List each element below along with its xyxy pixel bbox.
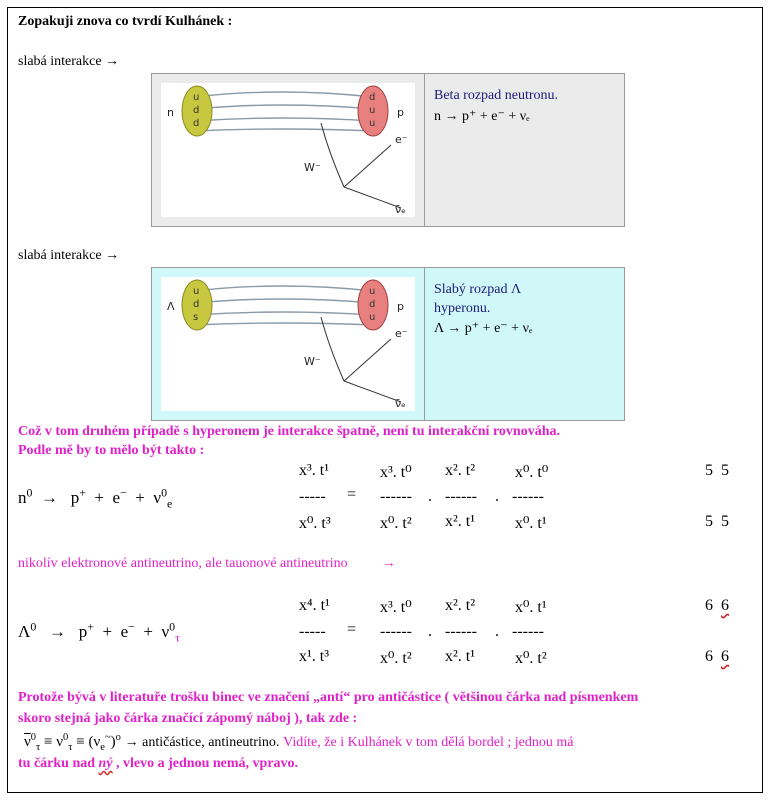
- quark2-5: d: [369, 299, 376, 310]
- eq2-num-3: x². t²: [445, 597, 476, 614]
- electron-label-2: e⁻: [395, 327, 408, 340]
- eq1-dash-2: ------: [380, 488, 412, 505]
- eq1-dot-2: .: [495, 488, 499, 505]
- eq1-den-3: x². t¹: [445, 513, 476, 530]
- lambda-decay-formula: Λ → p⁺ + e⁻ + νₑ: [434, 321, 533, 336]
- page-title: Zopakuji znova co tvrdí Kulhánek :: [18, 14, 233, 29]
- eq1-num-1: x³. t¹: [299, 462, 330, 479]
- paragraph-3-line-3: $\overline{\nu}^0_\tau \equiv \nu^0_\tau \equiv (\nu_e^\sim)^o$ → antičástice, antineutrino. Vidíte, že i Kulhánek v tom dělá bordel ; jednou má: [24, 732, 574, 753]
- eq1-dot-1: .: [428, 488, 432, 505]
- paragraph-1-line-2: Podle mě by to mělo být takto :: [18, 443, 205, 458]
- eq1-dash-3: ------: [445, 488, 477, 505]
- eq2-num-1: x⁴. t¹: [299, 597, 330, 614]
- diagram2-right-particle: p: [397, 300, 404, 313]
- eq1-equals: =: [347, 486, 357, 503]
- w-boson-label-2: W⁻: [304, 355, 321, 368]
- eq2-count-bottom: 6 6: [705, 648, 729, 665]
- eq1-dash-4: ------: [512, 488, 544, 505]
- eq2-num-4: x⁰. t¹: [515, 599, 547, 616]
- eq1-count-bottom: 5 5: [705, 513, 729, 530]
- diagram-left-particle: n: [167, 106, 174, 119]
- diagram2-left-particle: Λ: [167, 300, 175, 313]
- weak-interaction-label-2: slabá interakce →: [18, 248, 120, 263]
- eq2-dash-3: ------: [445, 623, 477, 640]
- electron-label: e⁻: [395, 133, 408, 146]
- paragraph-3-line-2: skoro stejná jako čárka značící zápomý náboj ), tak zde :: [18, 711, 358, 726]
- eq1-num-2: x³. t⁰: [380, 464, 412, 481]
- paragraph-3-line-4: tu čárku nad ný , vlevo a jednou nemá, vpravo.: [18, 756, 299, 771]
- eq1-dash-1: -----: [299, 488, 326, 505]
- eq1-den-2: x⁰. t²: [380, 515, 412, 532]
- beta-decay-panel: [151, 73, 625, 227]
- quark-5: u: [369, 105, 376, 116]
- w-boson-label: W⁻: [304, 161, 321, 174]
- eq1-num-3: x². t²: [445, 462, 476, 479]
- lambda-decay-heading-1: Slabý rozpad Λ: [434, 282, 522, 297]
- eq2-den-1: x¹. t³: [299, 648, 330, 665]
- weak-interaction-label-1: slabá interakce →: [18, 54, 120, 69]
- quark2-2: d: [193, 299, 200, 310]
- feynman-diagram-neutron: [161, 83, 415, 217]
- paragraph-1-line-1: Což v tom druhém případě s hyperonem je interakce špatně, není tu interakční rovnováha.: [18, 424, 560, 439]
- equation-2-lhs: $\Lambda^0$ → $p^+ + e^- + \nu^0_\tau$: [18, 619, 180, 645]
- eq2-dash-2: ------: [380, 623, 412, 640]
- feynman-diagram-lambda: [161, 277, 415, 411]
- paragraph-2: nikolív elektronové antineutrino, ale tauonové antineutrino →: [18, 556, 396, 571]
- paragraph-3-line-1: Protože bývá v literatuře trošku binec ve značení „antí“ pro antičástice ( většinou čárka nad písmenkem: [18, 690, 639, 705]
- eq2-den-4: x⁰. t²: [515, 650, 547, 667]
- quark-4: d: [369, 92, 376, 103]
- antineutrino-label-2: ν̄ₑ: [395, 397, 406, 410]
- eq2-num-2: x³. t⁰: [380, 599, 412, 616]
- antiparticle-note: → antičástice, antineutrino.: [124, 735, 280, 750]
- feynman-diagram-neutron-svg: [161, 83, 415, 217]
- quark2-3: s: [193, 312, 199, 323]
- eq1-count-top: 5 5: [705, 462, 729, 479]
- eq1-num-4: x⁰. t⁰: [515, 464, 549, 481]
- antineutrino-label: ν̄ₑ: [395, 203, 406, 216]
- eq2-den-3: x². t¹: [445, 648, 476, 665]
- eq2-dot-1: .: [428, 623, 432, 640]
- quark2-6: u: [369, 312, 376, 323]
- beta-decay-formula: n → p⁺ + e⁻ + νₑ: [434, 109, 530, 124]
- quark-6: u: [369, 118, 376, 129]
- eq2-dot-2: .: [495, 623, 499, 640]
- kulhanek-note: Vidíte, že i Kulhánek v tom dělá bordel ; jednou má: [283, 735, 574, 750]
- lambda-decay-panel: [151, 267, 625, 421]
- eq2-dash-4: ------: [512, 623, 544, 640]
- equation-1-lhs: $n^0$ → $p^+ + e^- + \nu^0_e$: [18, 485, 173, 511]
- quark-1: u: [193, 92, 200, 103]
- eq2-count-top: 6 6: [705, 597, 729, 614]
- feynman-diagram-lambda-svg: [161, 277, 415, 411]
- eq2-den-2: x⁰. t²: [380, 650, 412, 667]
- quark-3: d: [193, 118, 200, 129]
- quark2-1: u: [193, 286, 200, 297]
- diagram-right-particle: p: [397, 106, 404, 119]
- eq2-equals: =: [347, 621, 357, 638]
- eq1-den-1: x⁰. t³: [299, 515, 331, 532]
- quark-2: d: [193, 105, 200, 116]
- eq1-den-4: x⁰. t¹: [515, 515, 547, 532]
- beta-decay-heading: Beta rozpad neutronu.: [434, 88, 559, 103]
- quark2-4: u: [369, 286, 376, 297]
- eq2-dash-1: -----: [299, 623, 326, 640]
- lambda-decay-heading-2: hyperonu.: [434, 301, 491, 316]
